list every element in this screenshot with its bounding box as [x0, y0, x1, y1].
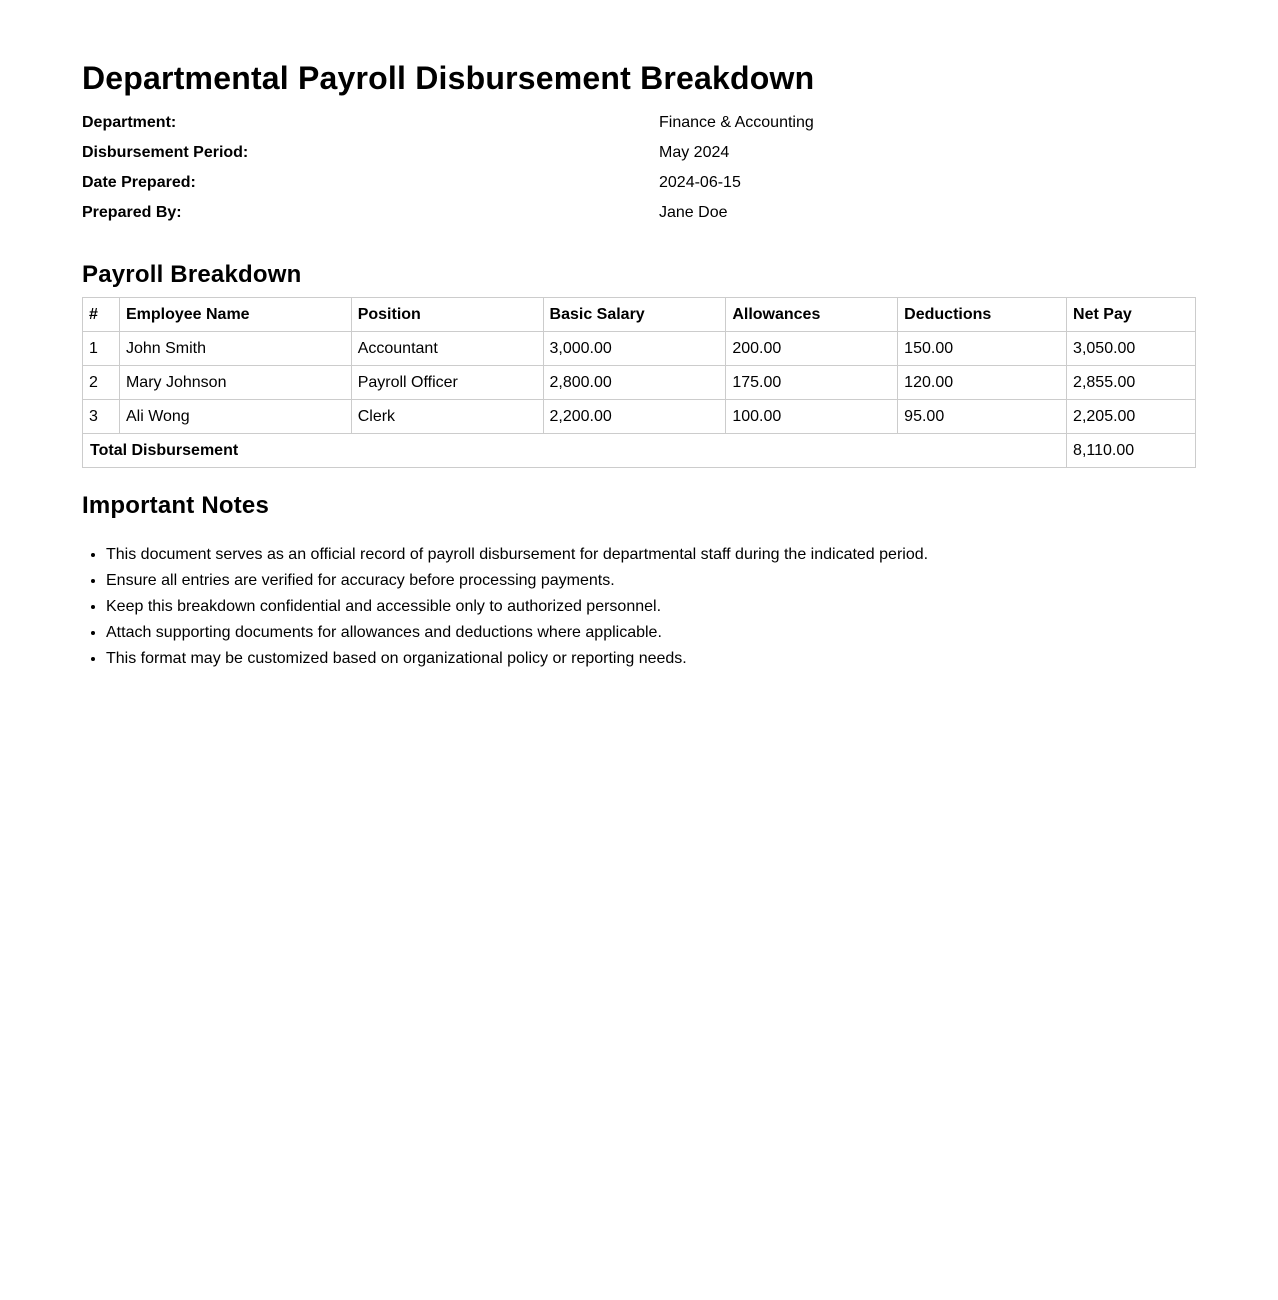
column-header-position: Position	[351, 298, 543, 332]
column-header-number: #	[83, 298, 120, 332]
table-header-row	[83, 298, 1196, 332]
list-item: • Ensure all entries are verified for accuracy before processing payments.	[106, 568, 1196, 594]
cell-basic-salary: 2,200.00	[543, 400, 726, 434]
cell-employee-name: Ali Wong	[119, 400, 351, 434]
cell-deductions: 150.00	[898, 332, 1067, 366]
document-meta	[82, 108, 1196, 228]
cell-allowances: 100.00	[726, 400, 898, 434]
table-total-row	[83, 434, 1196, 468]
cell-number: 1	[83, 332, 120, 366]
cell-position: Accountant	[351, 332, 543, 366]
payroll-table	[82, 297, 1196, 468]
cell-deductions: 95.00	[898, 400, 1067, 434]
column-header-allowances: Allowances	[726, 298, 898, 332]
notes-list	[82, 542, 1196, 672]
cell-employee-name: John Smith	[119, 332, 351, 366]
cell-number: 2	[83, 366, 120, 400]
page-title: Departmental Payroll Disbursement Breakdown	[82, 60, 815, 96]
column-header-basic-salary: Basic Salary	[543, 298, 726, 332]
table-row	[83, 332, 1196, 366]
meta-row-department	[82, 108, 1196, 138]
list-item: • This document serves as an official record of payroll disbursement for departmental staff during the indicated period.	[106, 542, 1196, 568]
meta-value: 2024-06-15	[659, 174, 741, 191]
list-item: • Attach supporting documents for allowances and deductions where applicable.	[106, 620, 1196, 646]
cell-net-pay: 3,050.00	[1067, 332, 1196, 366]
meta-row-prepared-by	[82, 198, 1196, 228]
meta-label: Disbursement Period:	[82, 144, 249, 161]
column-header-net-pay: Net Pay	[1067, 298, 1196, 332]
cell-position: Clerk	[351, 400, 543, 434]
payroll-section	[82, 259, 1196, 468]
column-header-employee-name: Employee Name	[119, 298, 351, 332]
total-label: Total Disbursement	[83, 434, 1067, 468]
column-header-deductions: Deductions	[898, 298, 1067, 332]
cell-deductions: 120.00	[898, 366, 1067, 400]
list-item: • Keep this breakdown confidential and accessible only to authorized personnel.	[106, 594, 1196, 620]
table-row	[83, 366, 1196, 400]
meta-value: Finance & Accounting	[659, 114, 814, 131]
cell-position: Payroll Officer	[351, 366, 543, 400]
cell-net-pay: 2,855.00	[1067, 366, 1196, 400]
cell-employee-name: Mary Johnson	[119, 366, 351, 400]
table-row	[83, 400, 1196, 434]
cell-basic-salary: 2,800.00	[543, 366, 726, 400]
cell-basic-salary: 3,000.00	[543, 332, 726, 366]
payroll-heading: Payroll Breakdown	[82, 261, 302, 288]
meta-row-date-prepared	[82, 168, 1196, 198]
cell-allowances: 175.00	[726, 366, 898, 400]
meta-label: Date Prepared:	[82, 174, 196, 191]
cell-net-pay: 2,205.00	[1067, 400, 1196, 434]
notes-section	[82, 490, 1196, 672]
meta-label: Department:	[82, 114, 177, 131]
notes-heading: Important Notes	[82, 492, 270, 519]
meta-label: Prepared By:	[82, 204, 182, 221]
meta-value: Jane Doe	[659, 204, 728, 221]
list-item: • This format may be customized based on organizational policy or reporting needs.	[106, 646, 1196, 672]
cell-allowances: 200.00	[726, 332, 898, 366]
meta-row-period	[82, 138, 1196, 168]
meta-value: May 2024	[659, 144, 730, 161]
total-value: 8,110.00	[1067, 434, 1196, 468]
cell-number: 3	[83, 400, 120, 434]
